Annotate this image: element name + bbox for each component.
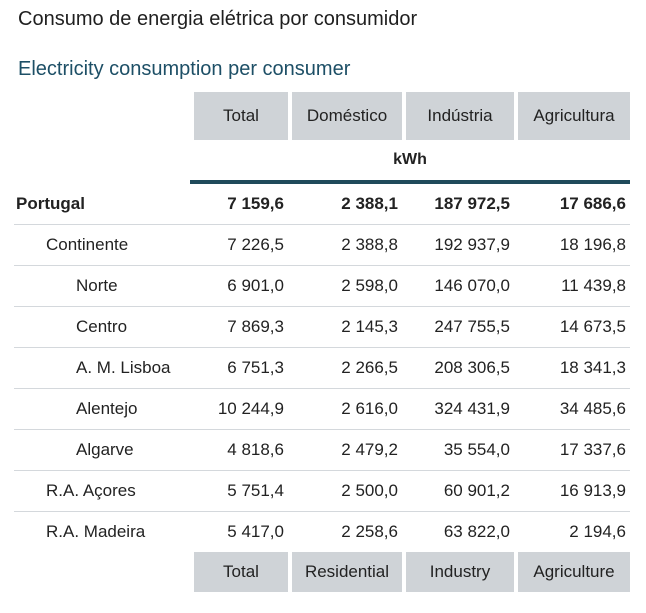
cell-total: 5 751,4 [190,470,288,511]
cell-industry: 324 431,9 [402,388,514,429]
cell-agriculture: 17 337,6 [514,429,630,470]
cell-total: 10 244,9 [190,388,288,429]
row-label: R.A. Madeira [14,511,190,552]
header-domestico: Doméstico [288,92,402,140]
cell-domestic: 2 479,2 [288,429,402,470]
cell-total: 7 869,3 [190,306,288,347]
cell-agriculture: 17 686,6 [559,194,626,213]
row-label: Alentejo [14,388,190,429]
row-label: A. M. Lisboa [14,347,190,388]
cell-domestic: 2 145,3 [288,306,402,347]
cell-industry: 35 554,0 [402,429,514,470]
cell-industry: 60 901,2 [402,470,514,511]
header-industria: Indústria [402,92,514,140]
cell-industry: 63 822,0 [402,511,514,552]
unit-row [14,140,630,180]
cell-domestic: 2 598,0 [288,265,402,306]
cell-agriculture: 2 194,6 [514,511,630,552]
cell-total: 5 417,0 [190,511,288,552]
header-industry: Industry [402,552,514,592]
row-label: R.A. Açores [14,470,190,511]
header-row-en [14,552,630,592]
row-label: Algarve [14,429,190,470]
row-label: Portugal [16,194,85,213]
cell-domestic: 2 258,6 [288,511,402,552]
table-row-lisboa [14,347,630,388]
table-row-portugal [14,184,630,224]
cell-industry: 247 755,5 [402,306,514,347]
cell-agriculture: 11 439,8 [514,265,630,306]
cell-agriculture: 18 341,3 [514,347,630,388]
row-label: Norte [14,265,190,306]
row-label: Centro [14,306,190,347]
cell-industry: 192 937,9 [402,224,514,265]
cell-domestic: 2 388,8 [288,224,402,265]
cell-total: 4 818,6 [190,429,288,470]
cell-industry: 187 972,5 [434,194,510,213]
header-agricultura: Agricultura [514,92,630,140]
cell-total: 6 751,3 [190,347,288,388]
cell-total: 6 901,0 [190,265,288,306]
table-row-centro [14,306,630,347]
cell-total: 7 159,6 [227,194,284,213]
header-corner [14,92,190,140]
title-english: Electricity consumption per consumer [18,58,351,80]
cell-domestic: 2 266,5 [288,347,402,388]
table-row-norte [14,265,630,306]
cell-total: 7 226,5 [190,224,288,265]
cell-industry: 146 070,0 [402,265,514,306]
cell-domestic: 2 500,0 [288,470,402,511]
header-total-en: Total [190,552,288,592]
cell-industry: 208 306,5 [402,347,514,388]
unit-label: kWh [393,151,427,168]
header-total-pt: Total [190,92,288,140]
cell-agriculture: 18 196,8 [514,224,630,265]
header-agriculture: Agriculture [514,552,630,592]
table-row-algarve [14,429,630,470]
table-row-continente [14,224,630,265]
table-row-madeira [14,511,630,552]
title-portuguese: Consumo de energia elétrica por consumidor [18,8,418,30]
cell-domestic: 2 616,0 [288,388,402,429]
row-label: Continente [14,224,190,265]
cell-domestic: 2 388,1 [341,194,398,213]
header-residential: Residential [288,552,402,592]
consumption-table [14,92,630,592]
cell-agriculture: 14 673,5 [514,306,630,347]
table-row-acores [14,470,630,511]
cell-agriculture: 16 913,9 [514,470,630,511]
header-row-pt [14,92,630,140]
cell-agriculture: 34 485,6 [514,388,630,429]
table-row-alentejo [14,388,630,429]
